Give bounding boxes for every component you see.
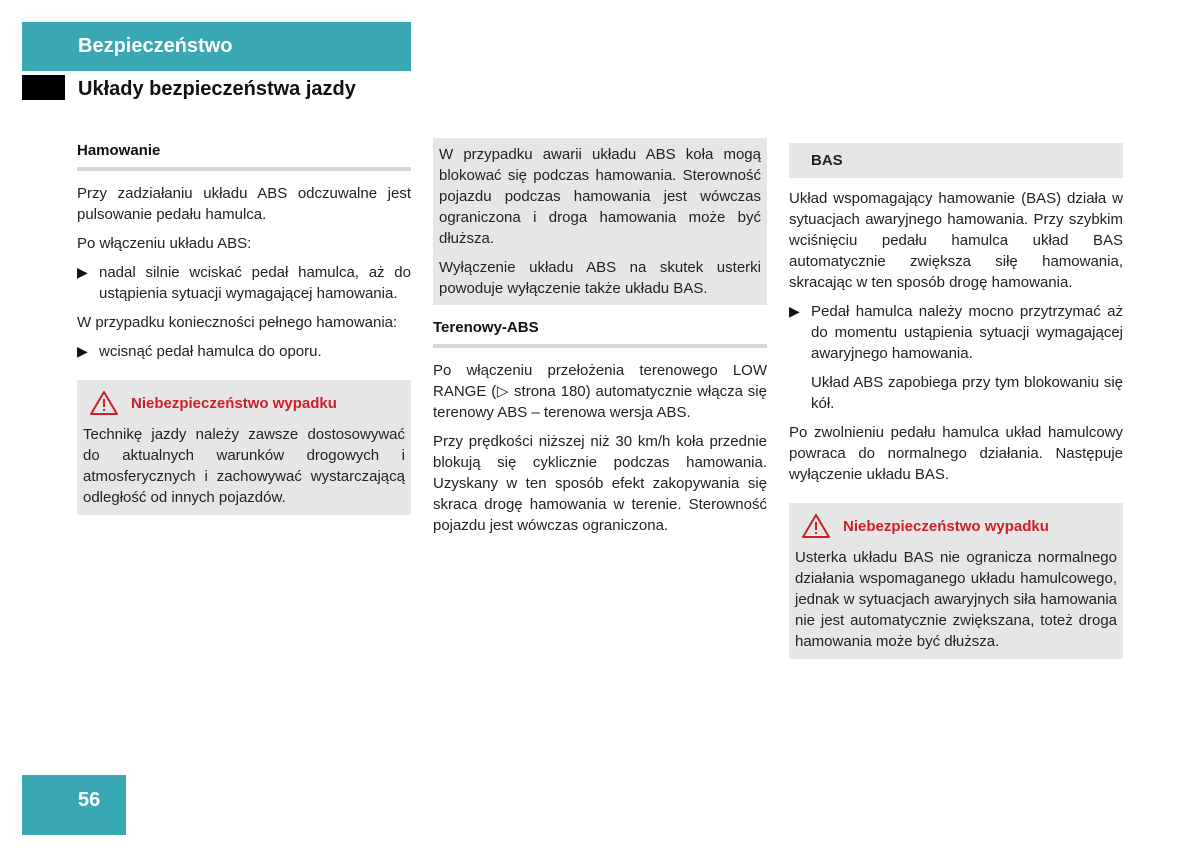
warning-triangle-icon [89, 390, 119, 416]
paragraph: W przypadku awarii układu ABS koła mogą blokować się podczas hamowania. Sterowność pojazdu podczas hamowania jest wówczas ograniczona i droga hamowania może być dłuższa. [439, 146, 761, 247]
warning-header [795, 513, 1117, 539]
paragraph: Układ wspomagający hamowanie (BAS) działa w sytuacjach awaryjnego hamowania. Przy szybkim wciśnięciu pedału hamulca układ BAS automatycznie zwiększa siłę hamowania, skracając w ten sposób drogę hamowania. [789, 190, 1123, 291]
heading-terenowy-abs: Terenowy-ABS [433, 317, 767, 348]
page-number: 56 [78, 789, 101, 811]
paragraph: W przypadku konieczności pełnego hamowania: [77, 314, 398, 331]
triangle-right-icon: ▶ [77, 343, 88, 359]
section-title: Układy bezpieczeństwa jazdy [78, 78, 356, 100]
heading-hamowanie: Hamowanie [77, 140, 411, 171]
bullet-text: nadal silnie wciskać pedał hamulca, aż do ustąpienia sytuacji wymagającej hamowania. [99, 264, 411, 302]
chapter-header [22, 22, 411, 71]
warning-text: Technikę jazdy należy zawsze dostosowywać do aktualnych warunków drogowych i atmosferycznych i zachowywać wystarczającą odległość od innych pojazdów. [83, 426, 405, 506]
page-number-box [22, 775, 126, 835]
paragraph: Po włączeniu układu ABS: [77, 235, 252, 252]
paragraph: Przy zadziałaniu układu ABS odczuwalne jest pulsowanie pedału hamulca. [77, 185, 411, 223]
warning-triangle-icon [801, 513, 831, 539]
heading-bas: BAS [789, 143, 1123, 178]
paragraph: Po włączeniu przełożenia terenowego LOW RANGE (▷ strona 180) automatycznie włącza się terenowy ABS – terenowa wersja ABS. [433, 362, 767, 421]
warning-title: Niebezpieczeństwo wypadku [843, 517, 1049, 535]
paragraph: Przy prędkości niższej niż 30 km/h koła przednie blokują się cyklicznie podczas hamowania. Uzyskany w ten sposób efekt zakopywania się skraca drogę hamowania w terenie. Sterowność pojazdu jest wówczas ograniczona. [433, 433, 767, 534]
triangle-right-icon: ▶ [789, 303, 800, 319]
column-2 [433, 140, 767, 544]
warning-box [77, 380, 411, 515]
column-1 [77, 140, 411, 515]
bullet-item [77, 262, 411, 304]
warning-text: Usterka układu BAS nie ogranicza normalnego działania wspomaganego układu hamulcowego, jednak w sytuacjach awaryjnych siła hamowania nie jest automatycznie zwiększana, toteż droga hamowania może być dłuższa. [795, 549, 1117, 650]
triangle-right-icon: ▶ [77, 264, 88, 280]
column-3 [789, 140, 1123, 659]
bullet-text: wcisnąć pedał hamulca do oporu. [99, 343, 322, 360]
paragraph: Po zwolnieniu pedału hamulca układ hamulcowy powraca do normalnego działania. Następuje wyłączenie układu BAS. [789, 424, 1123, 483]
bullet-item [77, 341, 411, 362]
bullet-text: Pedał hamulca należy mocno przytrzymać aż do momentu ustąpienia sytuacji wymagającej awaryjnego hamowania. [811, 303, 1123, 362]
bullet-item [789, 301, 1123, 364]
warning-header [83, 390, 405, 416]
section-marker [22, 75, 65, 100]
info-box [433, 138, 767, 305]
paragraph: Wyłączenie układu ABS na skutek usterki powoduje wyłączenie także układu BAS. [439, 259, 761, 297]
warning-box [789, 503, 1123, 659]
chapter-title: Bezpieczeństwo [78, 35, 233, 57]
indented-paragraph: Układ ABS zapobiega przy tym blokowaniu się kół. [811, 374, 1123, 412]
warning-title: Niebezpieczeństwo wypadku [131, 394, 337, 412]
